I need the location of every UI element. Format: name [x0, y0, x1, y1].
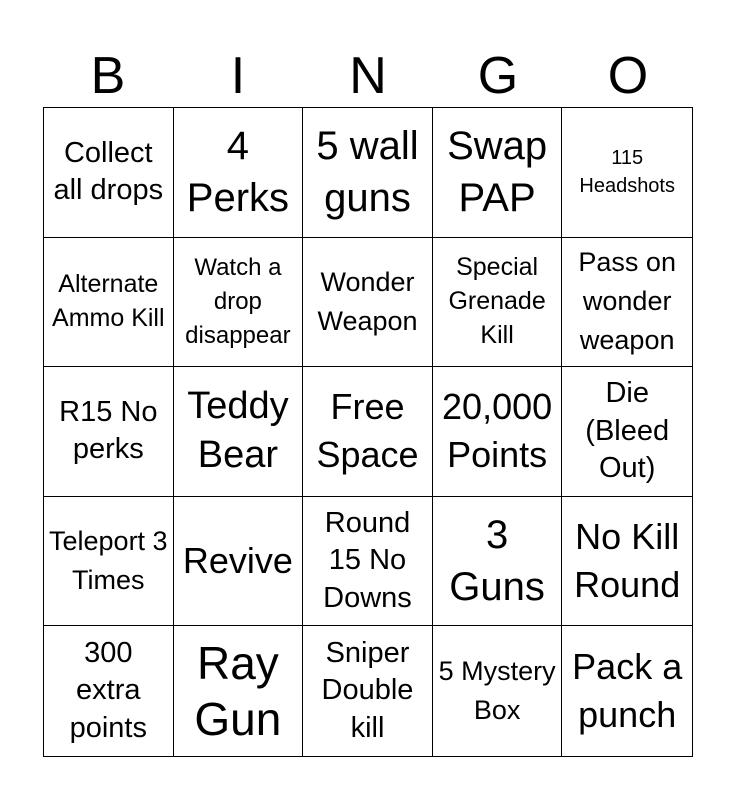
cell-label: Swap PAP: [447, 124, 548, 221]
cell-label: Teleport 3 Times: [49, 525, 168, 596]
cell-label: Revive: [182, 539, 293, 581]
cell-label: Watch a drop disappear: [185, 253, 291, 349]
bingo-header: [43, 46, 693, 106]
cell-label: 20,000 Points: [442, 385, 553, 476]
cell-label: 5 Mystery Box: [438, 656, 556, 726]
bingo-cell[interactable]: [303, 497, 433, 627]
bingo-cell[interactable]: [562, 108, 692, 238]
bingo-cell[interactable]: [562, 367, 692, 497]
cell-label: Collect all drops: [53, 136, 164, 207]
cell-label: Die (Bleed Out): [585, 376, 670, 485]
cell-label: Pack a punch: [572, 645, 683, 736]
bingo-cell[interactable]: [433, 626, 563, 756]
cell-label: 115 Headshots: [579, 147, 675, 198]
cell-label: Special Grenade Kill: [448, 253, 546, 349]
bingo-cell[interactable]: [174, 238, 304, 368]
cell-label: Wonder Weapon: [317, 266, 418, 336]
cell-label: Free Space: [316, 385, 419, 476]
bingo-cell[interactable]: [44, 238, 174, 368]
bingo-cell[interactable]: [433, 497, 563, 627]
bingo-cell[interactable]: [174, 497, 304, 627]
cell-label: Alternate Ammo Kill: [52, 270, 165, 332]
bingo-cell[interactable]: [562, 497, 692, 627]
bingo-cell[interactable]: [44, 626, 174, 756]
bingo-grid: [43, 107, 693, 757]
cell-label: 3 Guns: [449, 513, 545, 610]
header-letter-g: G: [477, 47, 519, 105]
header-letter-n: N: [349, 47, 387, 105]
bingo-cell[interactable]: [303, 238, 433, 368]
cell-label: 4 Perks: [186, 124, 290, 221]
bingo-cell[interactable]: [303, 367, 433, 497]
bingo-cell[interactable]: [562, 626, 692, 756]
bingo-cell[interactable]: [174, 367, 304, 497]
cell-label: Ray Gun: [194, 637, 282, 746]
bingo-cell[interactable]: [433, 367, 563, 497]
cell-label: Pass on wonder weapon: [578, 247, 676, 356]
header-letter-b: B: [90, 47, 126, 105]
cell-label: R15 No perks: [59, 395, 158, 466]
bingo-cell[interactable]: [44, 497, 174, 627]
cell-label: Teddy Bear: [187, 385, 289, 477]
bingo-cell[interactable]: [562, 238, 692, 368]
bingo-cell[interactable]: [44, 367, 174, 497]
header-letter-i: I: [230, 47, 246, 105]
cell-label: No Kill Round: [574, 515, 681, 606]
header-letter-o: O: [607, 47, 649, 105]
bingo-cell[interactable]: [303, 108, 433, 238]
bingo-cell[interactable]: [433, 108, 563, 238]
bingo-cell[interactable]: [174, 626, 304, 756]
bingo-cell[interactable]: [303, 626, 433, 756]
cell-label: Round 15 No Downs: [323, 506, 412, 614]
bingo-cell[interactable]: [433, 238, 563, 368]
cell-label: 300 extra points: [69, 636, 147, 745]
bingo-cell[interactable]: [174, 108, 304, 238]
bingo-cell[interactable]: [44, 108, 174, 238]
cell-label: 5 wall guns: [316, 124, 419, 221]
cell-label: Sniper Double kill: [321, 636, 414, 745]
